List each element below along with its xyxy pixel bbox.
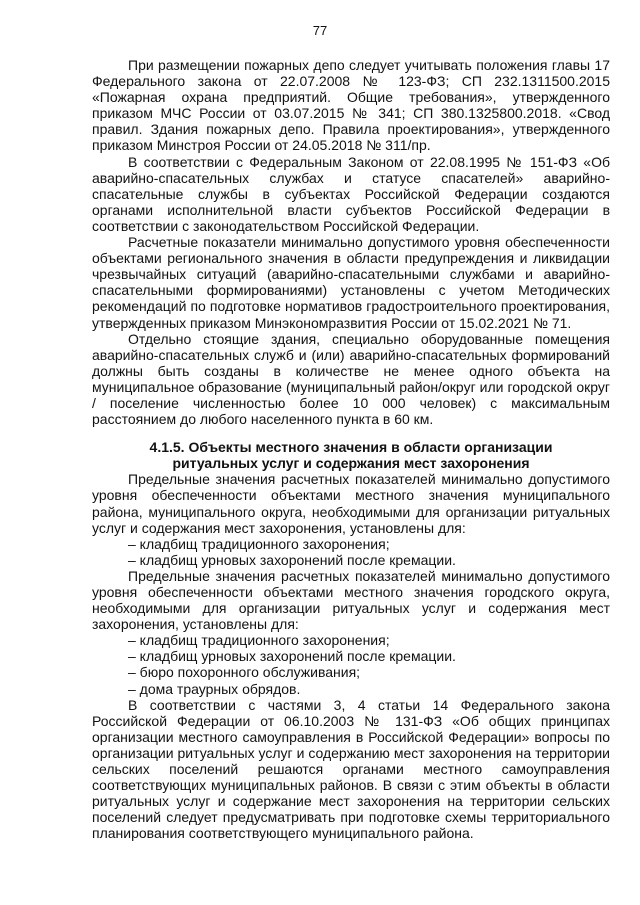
paragraph: Отдельно стоящие здания, специально оборудованные помещения аварийно-спасательных служб и (или) аварийно-спасательных формирований должны быть созданы в количестве не менее одного объекта на муниципальное образование (муниципальный район/округ или городской округ / поселение численностью более 10 000 человек) с максимальным расстоянием до любого населенного пункта в 60 км. xyxy=(92,330,610,428)
paragraph: Предельные значения расчетных показателей минимально допустимого уровня обеспеченности объектами местного значения городского округа, необходимыми для организации ритуальных услуг и содержания мест захоронения, установлены для: xyxy=(92,567,610,633)
page-body xyxy=(92,57,610,842)
list-item: – дома траурных обрядов. xyxy=(128,680,301,697)
section-heading xyxy=(92,439,610,471)
paragraph: Расчетные показатели минимально допустимого уровня обеспеченности объектами регионального значения в области предупреждения и ликвидации чрезвычайных ситуаций (аварийно-спасательными службами и аварийно-спасательными формированиями) установлены с учетом Методических рекомендаций по подготовке нормативов градостроительного проектирования, утвержденных приказом Минэкономразвития России от 15.02.2021 № 71. xyxy=(92,234,610,331)
list-item: – бюро похоронного обслуживания; xyxy=(128,664,361,681)
paragraph: При размещении пожарных депо следует учитывать положения главы 17 Федерального закона от 22.07.2008 № 123-ФЗ; СП 232.1311500.2015 «Пожарная охрана предприятий. Общие требования», утвержденного приказом МЧС России от 03.07.2015 № 341; СП 380.1325800.2018. «Свод правил. Здания пожарных депо. Правила проектирования», утвержденного приказом Минстроя России от 24.05.2018 № 311/пр. xyxy=(92,57,610,154)
section-heading-line: 4.1.5. Объекты местного значения в области организации xyxy=(149,439,553,456)
paragraph: Предельные значения расчетных показателей минимально допустимого уровня обеспеченности объектами местного значения муниципального района, муниципального округа, необходимыми для организации ритуальных услуг и содержания мест захоронения, установлены для: xyxy=(92,471,610,536)
list-item: – кладбищ урновых захоронений после кремации. xyxy=(128,648,456,665)
page-number: 77 xyxy=(312,23,328,38)
list-item: – кладбищ традиционного захоронения; xyxy=(128,535,390,552)
paragraph: В соответствии с частями 3, 4 статьи 14 Федерального закона Российской Федерации от 06.10.2003 № 131-ФЗ «Об общих принципах организации местного самоуправления в Российской Федерации» вопросы по организации ритуальных услуг и содержанию мест захоронения на территории сельских поселений решаются органами местного самоуправления соответствующих муниципальных районов. В связи с этим объекты в области ритуальных услуг и содержание мест захоронения на территории сельских поселений следует предусматривать при подготовке схемы территориального планирования соответствующего муниципального района. xyxy=(92,696,610,842)
list-item: – кладбищ урновых захоронений после кремации. xyxy=(128,551,456,568)
list-item: – кладбищ традиционного захоронения; xyxy=(128,632,390,649)
paragraph: В соответствии с Федеральным Законом от 22.08.1995 № 151-ФЗ «Об аварийно-спасательных службах и статусе спасателей» аварийно-спасательные службы в субъектах Российской Федерации создаются органами исполнительной власти субъектов Российской Федерации в соответствии с законодательством Российской Федерации. xyxy=(92,153,610,234)
section-heading-line: ритуальных услуг и содержания мест захоронения xyxy=(172,455,530,472)
